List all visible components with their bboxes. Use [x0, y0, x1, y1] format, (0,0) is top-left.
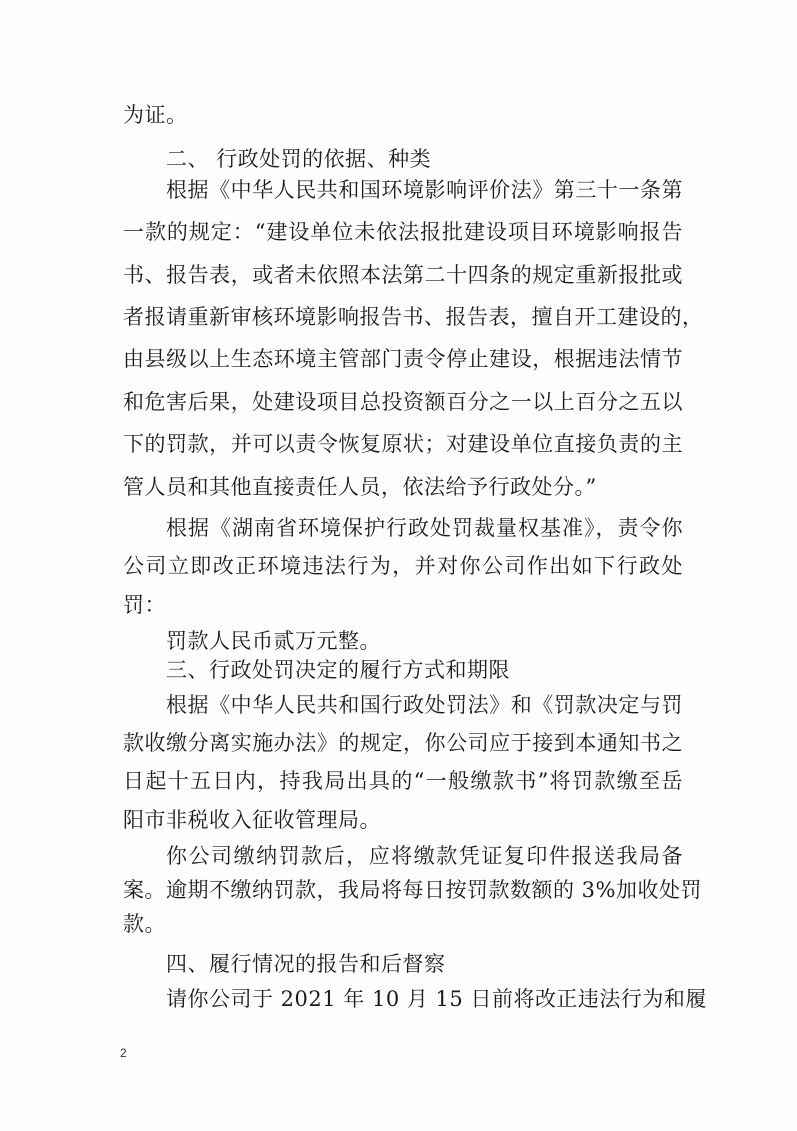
text-line: 根据《中华人民共和国环境影响评价法》第三十一条第: [166, 178, 683, 202]
text-line: 案。逾期不缴纳罚款，我局将每日按罚款数额的 3%加收处罚: [123, 878, 702, 902]
text-line: 根据《湖南省环境保护行政处罚裁量权基准》，责令你: [166, 516, 683, 540]
text-line: 罚：: [123, 593, 166, 617]
page-number: 2: [120, 1046, 127, 1060]
text-line: 款收缴分离实施办法》的规定，你公司应于接到本通知书之: [123, 731, 683, 755]
text-line: 下的罚款，并可以责令恢复原状；对建设单位直接负责的主: [123, 432, 683, 456]
section-heading: 二、 行政处罚的依据、种类: [166, 147, 432, 171]
text-line: 者报请重新审核环境影响报告书、报告表，擅自开工建设的，: [123, 305, 704, 329]
section-heading: 四、履行情况的报告和后督察: [166, 952, 446, 976]
text-line: 阳市非税收入征收管理局。: [123, 808, 381, 832]
text-line: 你公司缴纳罚款后，应将缴款凭证复印件报送我局备: [166, 844, 683, 868]
text-line: 书、报告表，或者未依照本法第二十四条的规定重新报批或: [123, 263, 683, 287]
text-line: 罚款人民币贰万元整。: [166, 629, 381, 653]
text-line: 请你公司于 2021 年 10 月 15 日前将改正违法行为和履: [166, 987, 707, 1011]
text-line: 一款的规定：“建设单位未依法报批建设项目环境影响报告: [123, 220, 683, 244]
text-line: 日起十五日内，持我局出具的“一般缴款书”将罚款缴至岳: [123, 769, 683, 793]
text-line: 公司立即改正环境违法行为，并对你公司作出如下行政处: [123, 554, 683, 578]
text-line: 和危害后果，处建设项目总投资额百分之一以上百分之五以: [123, 390, 683, 414]
text-line: 根据《中华人民共和国行政处罚法》和《罚款决定与罚: [166, 693, 683, 717]
section-heading: 三、行政处罚决定的履行方式和期限: [166, 658, 510, 682]
text-line: 管人员和其他直接责任人员，依法给予行政处分。”: [123, 475, 597, 499]
text-line: 款。: [123, 912, 166, 936]
text-line: 为证。: [123, 103, 188, 127]
text-line: 由县级以上生态环境主管部门责令停止建设，根据违法情节: [123, 347, 683, 371]
